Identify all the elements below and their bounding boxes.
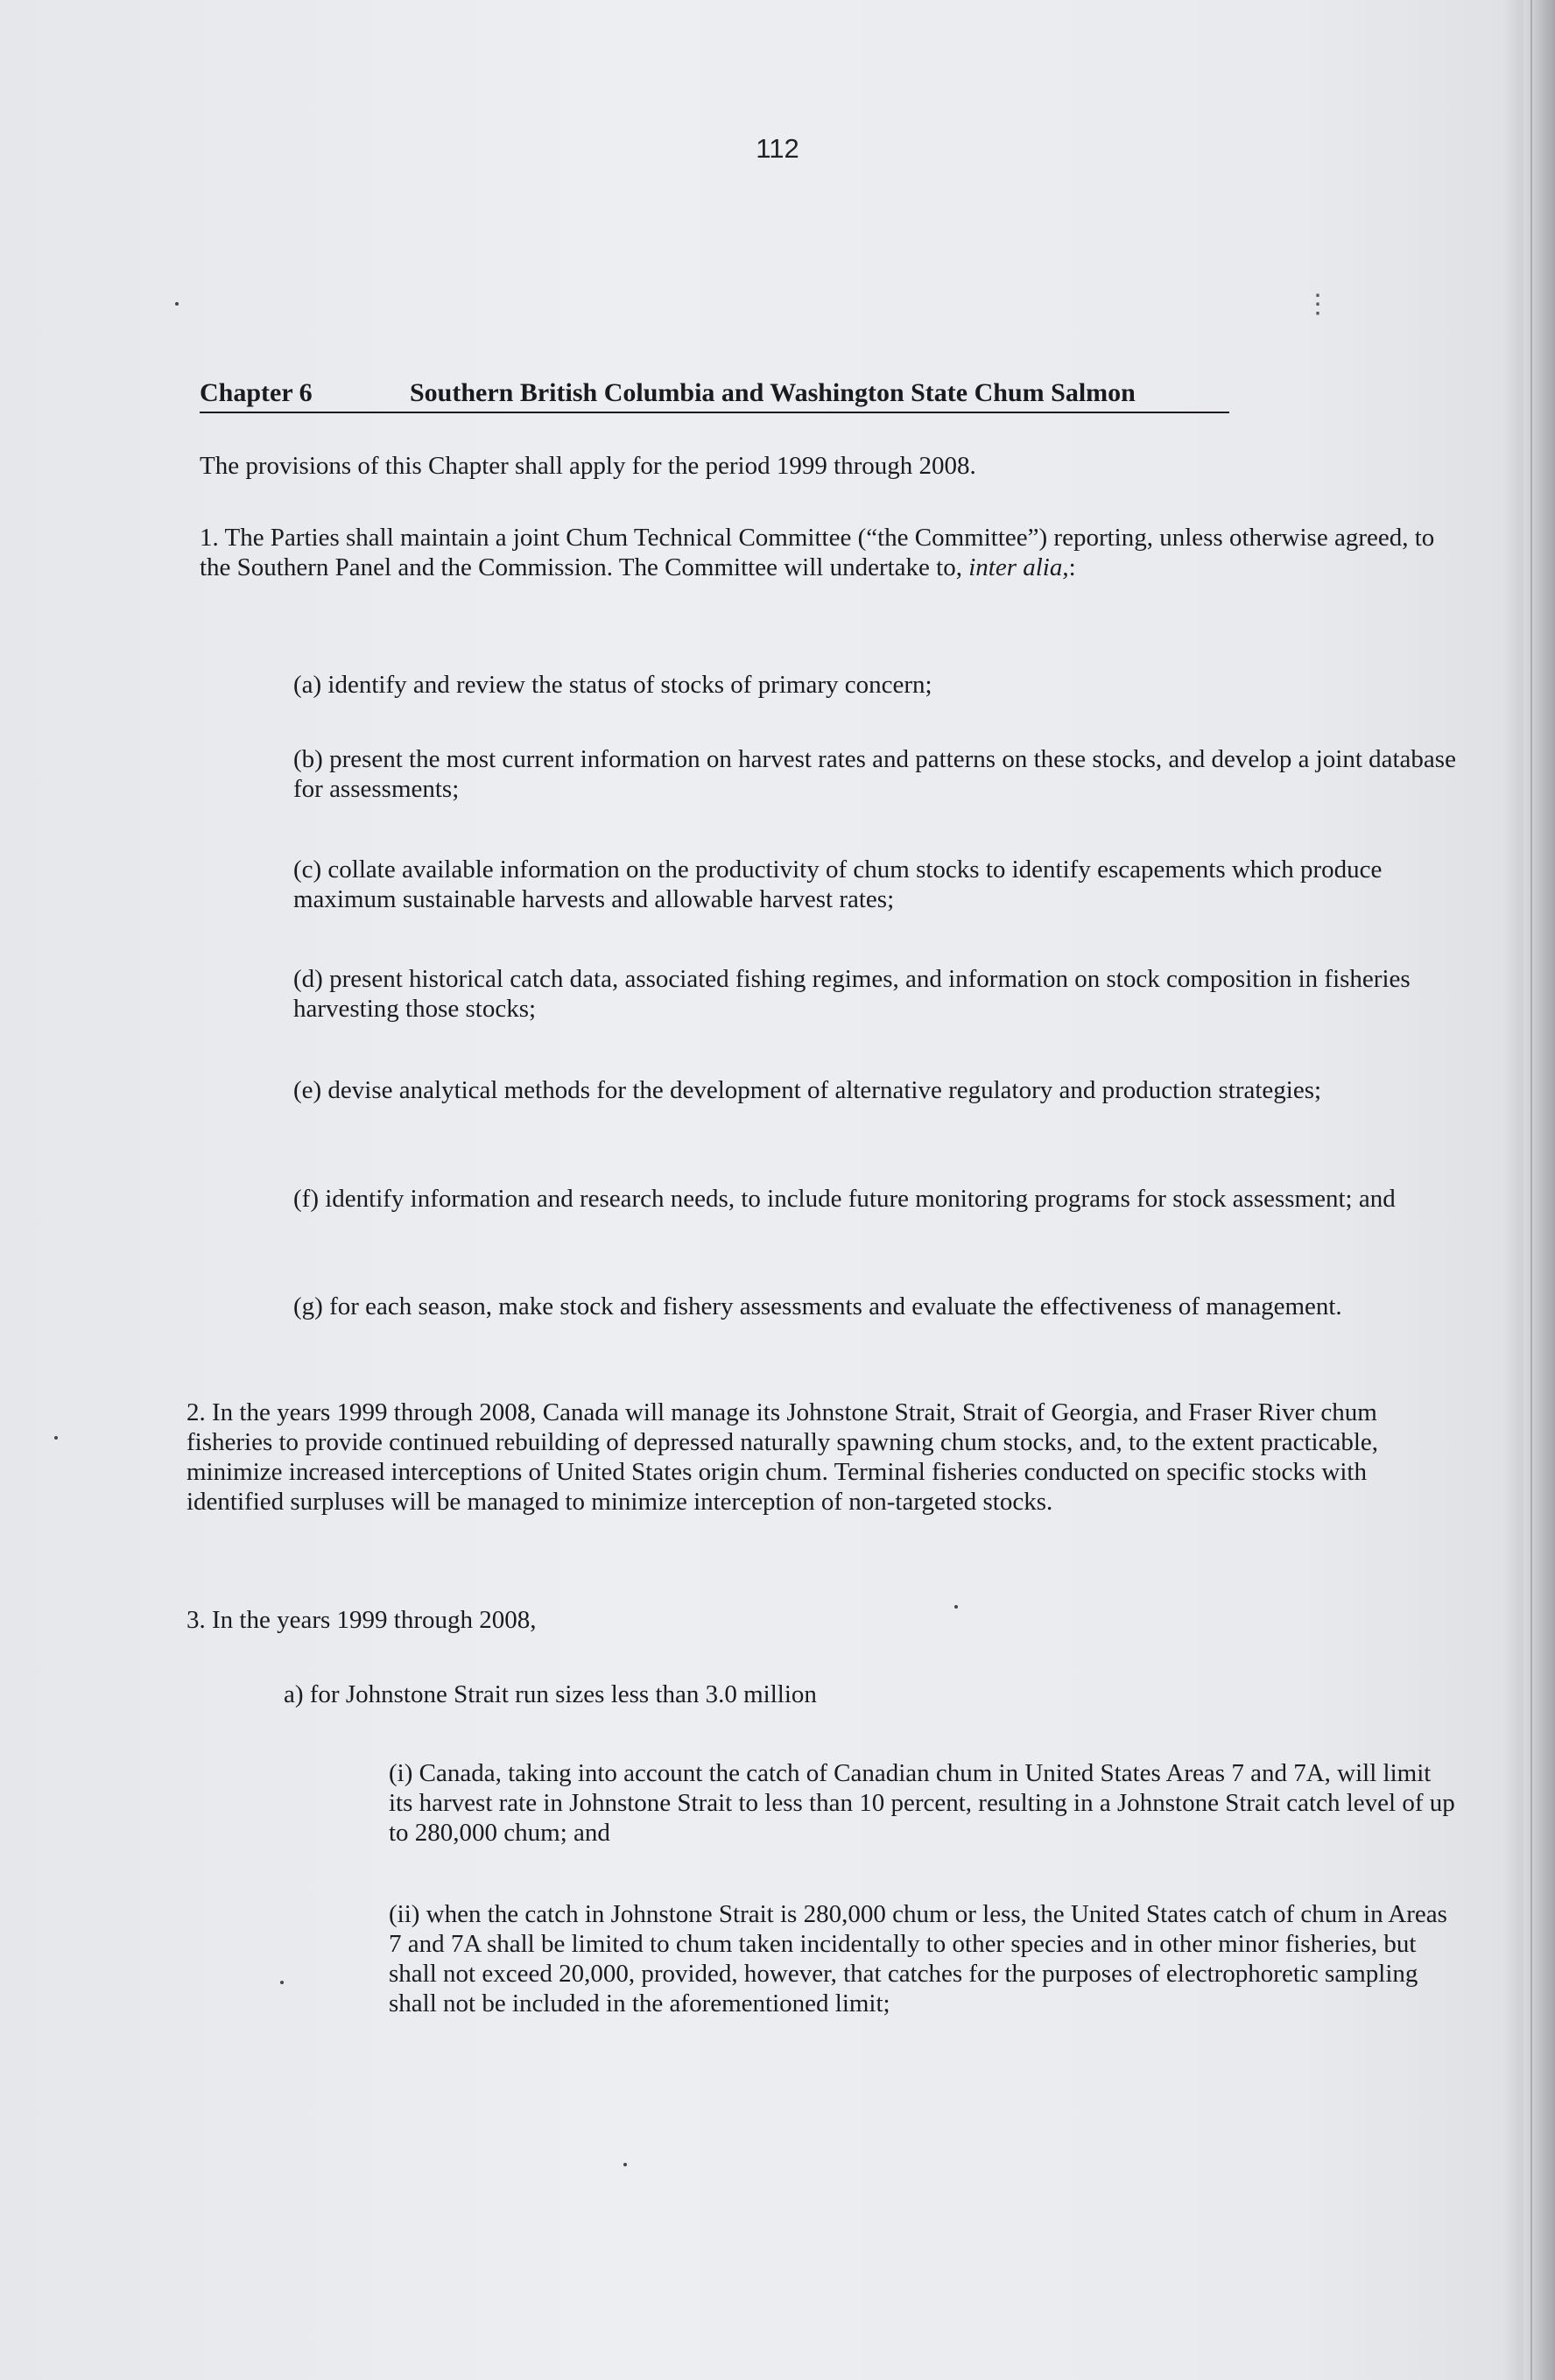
page-edge-line <box>1530 0 1532 2380</box>
page-edge-shadow <box>1502 0 1555 2380</box>
scan-speck <box>175 302 179 306</box>
paragraph-1-text: 1. The Parties shall maintain a joint Chum Technical Committee (“the Committee”) reporting, unless otherwise agreed, to the Southern Panel and the Commission. The Committee will undertake to, <box>200 524 1435 581</box>
list-item-d: (d) present historical catch data, associated fishing regimes, and information on stock composition in fisheries harvesting those stocks; <box>293 965 1411 1023</box>
paragraph-3-subitem-ii: (ii) when the catch in Johnstone Strait is 280,000 chum or less, the United States catch of chum in Areas 7 and 7A shall be limited to chum taken incidentally to other species and in other minor fisheries, but shall not exceed 20,000, provided, however, that catches for the purposes of electrophoretic sampling shall not be included in the aforementioned limit; <box>389 1900 1447 2017</box>
chapter-title: Southern British Columbia and Washington State Chum Salmon <box>410 378 1136 407</box>
chapter-heading <box>200 378 1229 413</box>
paragraph-3-subitem-i: (i) Canada, taking into account the catch of Canadian chum in United States Areas 7 and 7A, will limit its harvest rate in Johnstone Strait to less than 10 percent, resulting in a Johnstone Strait catch level of up to 280,000 chum; and <box>389 1759 1455 1847</box>
list-item-c: (c) collate available information on the productivity of chum stocks to identify escapements which produce maximum sustainable harvests and allowable harvest rates; <box>293 856 1383 913</box>
paragraph-2: 2. In the years 1999 through 2008, Canada will manage its Johnstone Strait, Strait of Georgia, and Fraser River chum fisheries to provide continued rebuilding of depressed naturally spawning chum stocks, and, to the extent practicable, minimize increased interceptions of United States origin chum. Terminal fisheries conducted on specific stocks with identified surpluses will be managed to minimize interception of non-targeted stocks. <box>186 1398 1379 1516</box>
paragraph-3-intro: 3. In the years 1999 through 2008, <box>186 1606 537 1634</box>
list-item-f: (f) identify information and research needs, to include future monitoring programs for stock assessment; and <box>293 1185 1396 1213</box>
paragraph-1-tail: ,: <box>1062 553 1076 581</box>
paragraph-3-subitem-a: a) for Johnstone Strait run sizes less than 3.0 million <box>284 1680 817 1708</box>
page-number: 112 <box>756 133 799 164</box>
list-item-e: (e) devise analytical methods for the development of alternative regulatory and production strategies; <box>293 1076 1322 1104</box>
scan-speck <box>954 1605 958 1609</box>
chapter-label: Chapter 6 <box>200 378 313 407</box>
list-item-a: (a) identify and review the status of stocks of primary concern; <box>293 671 932 699</box>
scan-speck <box>54 1436 58 1440</box>
paragraph-1 <box>200 523 1443 582</box>
paragraph-1-italic: inter alia <box>968 553 1063 581</box>
scan-speck <box>623 2163 627 2166</box>
list-item-g: (g) for each season, make stock and fishery assessments and evaluate the effectiveness of management. <box>293 1292 1342 1320</box>
scan-mark: ⋮ <box>1305 290 1331 319</box>
list-item-b: (b) present the most current information on harvest rates and patterns on these stocks, and develop a joint database for assessments; <box>293 745 1456 803</box>
scan-speck <box>280 1981 284 1984</box>
intro-paragraph: The provisions of this Chapter shall apply for the period 1999 through 2008. <box>200 452 976 480</box>
